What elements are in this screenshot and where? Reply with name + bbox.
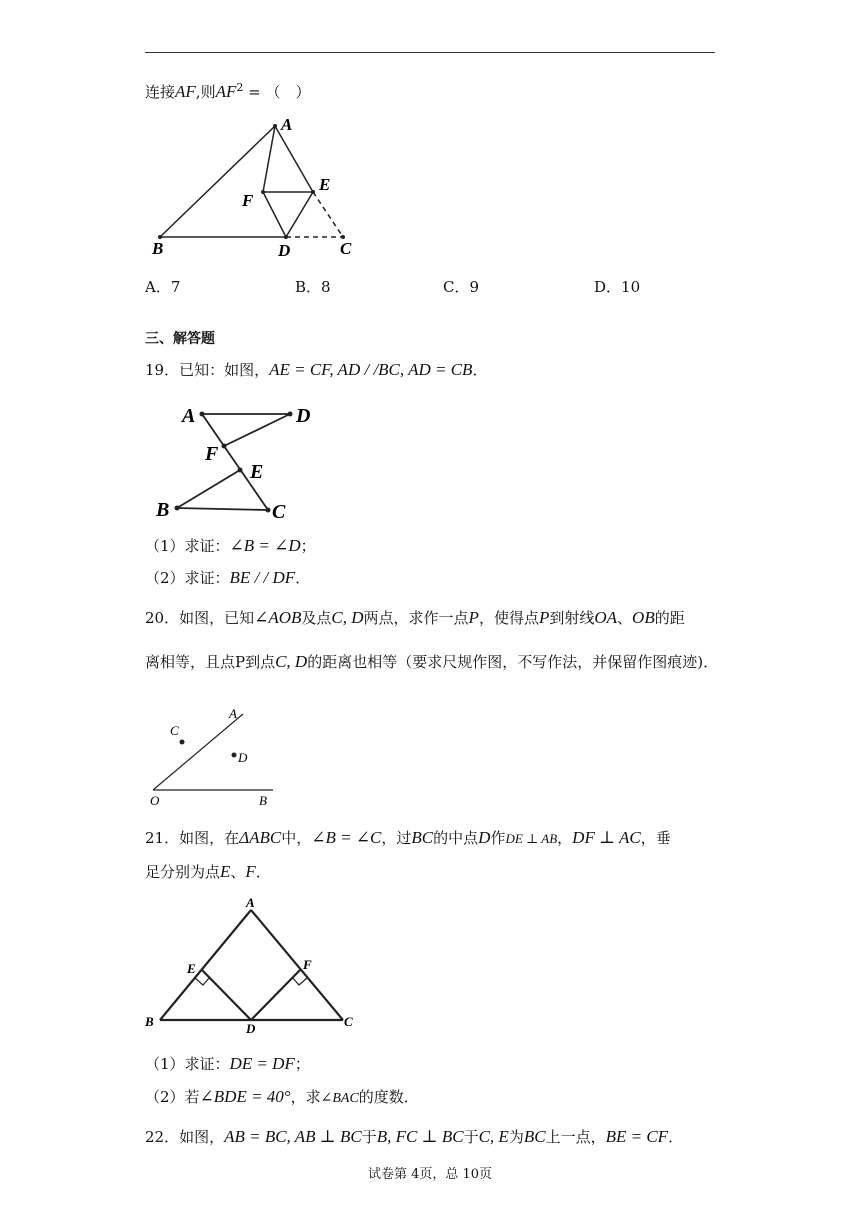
q21-label-a: A [246, 895, 255, 910]
q21-label-f: F [303, 957, 312, 972]
header-rule [145, 52, 715, 53]
q20-label-o: O [150, 793, 160, 808]
q20-line1: 20．如图，已知∠AOB及点C, D两点，求作一点P，使得点P到射线OA、OB的距 [145, 608, 685, 627]
q22-stem: 22．如图，AB = BC, AB ⊥ BC于B, FC ⊥ BC于C, E为BC上一点，BE = CF． [145, 1127, 684, 1146]
q18-label-d: D [278, 241, 291, 260]
q20-label-a: A [229, 706, 237, 721]
q18-figure [145, 112, 370, 262]
option-d[interactable]: D．10 [594, 278, 641, 296]
q18-stem: 连接AF,则$AF^2$ = （ ） [145, 81, 311, 101]
q20-label-d: D [238, 750, 248, 765]
q19-stem: 19．已知：如图，AE = CF, AD / /BC, AD = CB． [145, 360, 488, 379]
q19-label-a: A [182, 405, 196, 427]
q20-figure [145, 702, 280, 810]
q21-label-b: B [145, 1014, 154, 1029]
q19-label-b: B [156, 499, 170, 521]
q18-label-e: E [319, 175, 331, 194]
q20-label-b: B [259, 793, 267, 808]
q21-line1: 21．如图，在ΔABC中，∠B = ∠C，过BC的中点D作DE ⊥ AB，DF ⊥ AC，垂 [145, 828, 671, 847]
q19-label-f: F [205, 443, 219, 465]
q18-label-a: A [281, 115, 293, 134]
q21-part2: （2）若∠BDE = 40°，求∠BAC的度数． [145, 1087, 419, 1106]
q21-label-e: E [187, 961, 196, 976]
q19-label-d: D [296, 405, 311, 427]
q19-figure [150, 398, 330, 523]
q21-line2: 足分别为点E、F． [145, 862, 271, 881]
q19-part1: （1）求证：∠B = ∠D； [145, 536, 316, 555]
q19-label-e: E [250, 461, 264, 483]
option-b[interactable]: B．8 [295, 278, 331, 296]
q18-label-c: C [340, 239, 352, 258]
page-footer: 试卷第 4页，总 10页 [367, 1167, 493, 1182]
q21-figure [143, 893, 363, 1038]
q19-part2: （2）求证：BE / / DF． [145, 568, 311, 587]
q18-label-b: B [152, 239, 164, 258]
q20-label-c: C [170, 723, 179, 738]
q20-line2: 离相等，且点P到点C, D的距离也相等（要求尺规作图，不写作法，并保留作图痕迹)． [145, 652, 719, 671]
option-a[interactable]: A．7 [145, 278, 181, 296]
q19-label-c: C [272, 501, 286, 523]
q18-label-f: F [242, 191, 254, 210]
q21-label-c: C [344, 1014, 353, 1029]
q21-part1: （1）求证：DE = DF； [145, 1054, 310, 1073]
option-c[interactable]: C．9 [443, 278, 480, 296]
section-heading: 三、解答题 [145, 331, 215, 347]
q21-label-d: D [246, 1021, 256, 1036]
